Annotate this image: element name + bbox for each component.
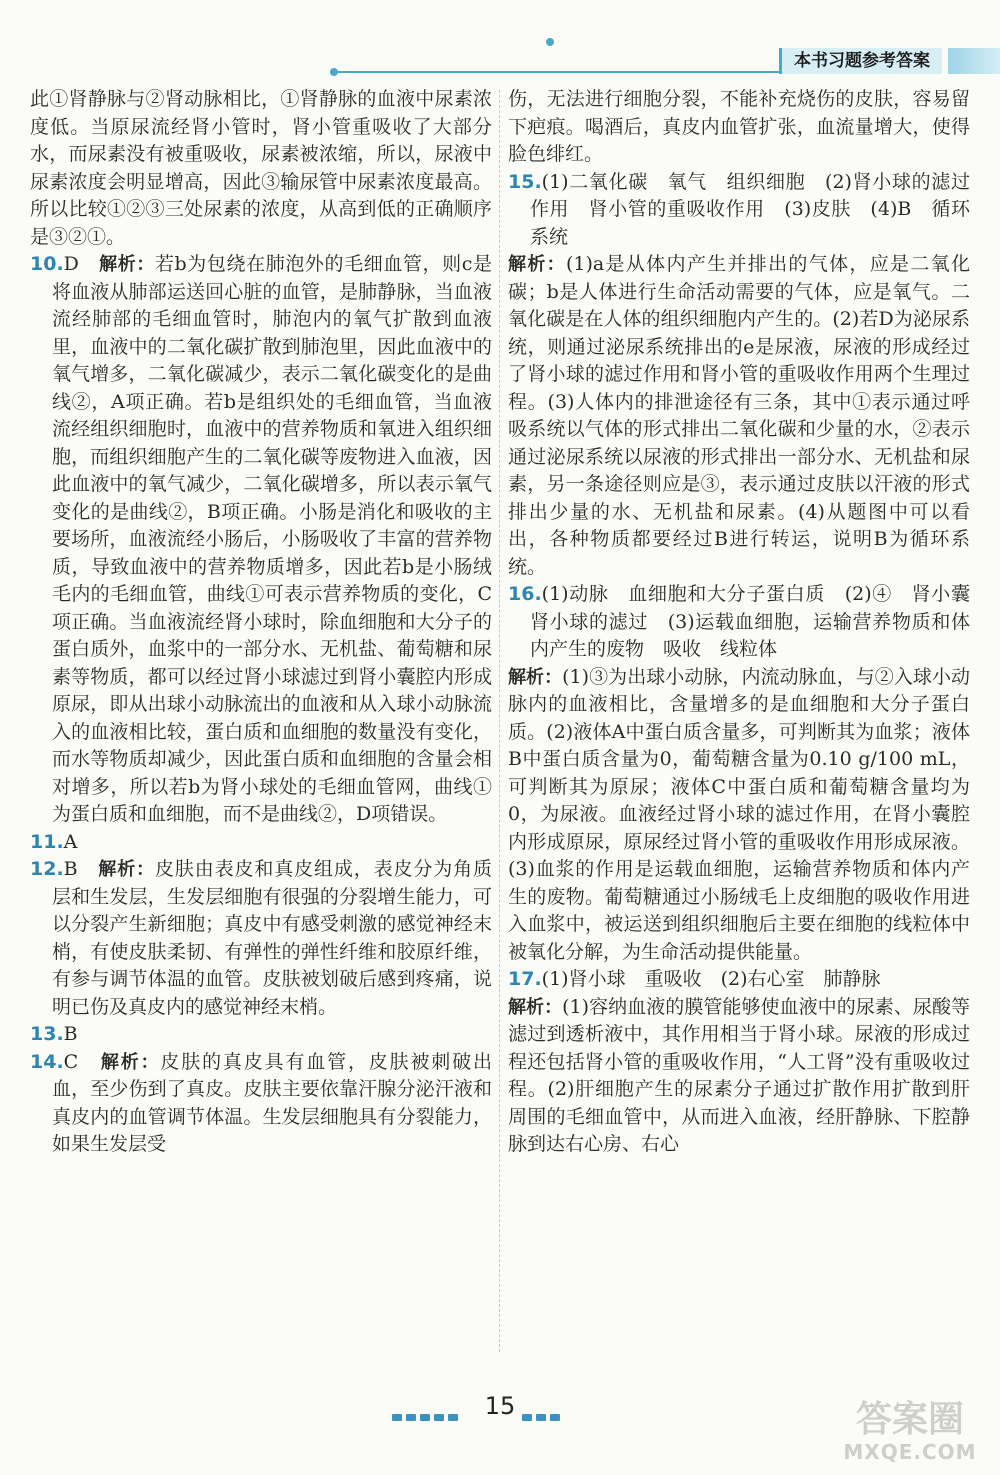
answer: B	[63, 858, 78, 880]
question-17-analysis	[508, 994, 970, 1159]
question-number: 12.	[30, 858, 64, 880]
answer: B	[63, 1023, 78, 1045]
analysis-label: 解析：	[508, 666, 563, 688]
question-15-analysis	[508, 251, 970, 581]
answer: C	[63, 1050, 79, 1073]
question-11	[30, 829, 492, 857]
answer: D	[63, 253, 79, 275]
question-number: 10.	[30, 253, 64, 275]
header-rule	[330, 71, 790, 73]
question-16-analysis	[508, 664, 970, 967]
question-12	[30, 856, 492, 1021]
analysis-label: 解析：	[100, 1051, 161, 1073]
question-16	[508, 581, 990, 664]
watermark-logo-text: 答案圈	[855, 1399, 964, 1440]
question-number: 13.	[30, 1023, 64, 1045]
answer: A	[63, 830, 78, 853]
question-17	[508, 966, 970, 994]
question-number: 17.	[508, 968, 542, 990]
analysis-label: 解析：	[508, 254, 566, 275]
footer-decoration-right	[522, 1406, 564, 1414]
right-column	[508, 86, 990, 1159]
watermark-url: MXQE.COM	[843, 1440, 977, 1464]
analysis-text: 皮肤的真皮具有血管，皮肤被刺破出血，至少伤到了真皮。皮肤主要依靠汗腺分泌汗液和真皮内的血管调节体温。生发层细胞具有分裂能力，如果生发层受	[52, 1050, 492, 1155]
answer: (1)肾小球 重吸收 (2)右心室 肺静脉	[541, 968, 881, 990]
page-header	[330, 38, 1000, 72]
analysis-text: 若b为包绕在肺泡外的毛细血管，则c是将血液从肺部运送回心脏的血管，是肺静脉，当血液流经肺部的毛细血管时，肺泡内的氧气扩散到血液里，血液中的二氧化碳扩散到肺泡里，因此血液中的氧气增多，二氧化碳减少，表示二氧化碳变化的是曲线②，A项正确。若b是组织处的毛细血管，当血液流经组织细胞时，血液中的营养物质和氧进入组织细胞，而组织细胞产生的二氧化碳等废物进入血液，因此血液中的氧气减少，二氧化碳增多，所以表示氧气变化的是曲线②，B项正确。小肠是消化和吸收的主要场所，血液流经小肠后，小肠吸收了丰富的营养物质，导致血液中的营养物质增多，因此若b是小肠绒毛内的毛细血管，曲线①可表示营养物质的变化，C项正确。当血液流经肾小球时，除血细胞和大分子的蛋白质外，血浆中的一部分水、无机盐、葡萄糖和尿素等物质，都可以经过肾小球滤过到肾小囊腔内形成原尿，即从出球小动脉流出的血液和从入球小动脉流入的血液相比较，蛋白质和血细胞的数量没有变化，而水等物质却减少，因此蛋白质和血细胞的含量会相对增多，所以若b为肾小球处的毛细血管网，曲线①为蛋白质和血细胞，而不是曲线②，D项错误。	[52, 253, 492, 825]
analysis-text: 皮肤由表皮和真皮组成，表皮分为角质层和生发层，生发层细胞有很强的分裂增生能力，可以分裂产生新细胞；真皮中有感受刺激的感觉神经末梢，有使皮肤柔韧、有弹性的弹性纤维和胶原纤维，有参与调节体温的血管。皮肤被划破后感到疼痛，说明已伤及真皮内的感觉神经末梢。	[52, 858, 492, 1018]
watermark	[835, 1400, 985, 1470]
question-10	[30, 251, 492, 829]
header-tab	[948, 48, 1000, 74]
question-15	[508, 169, 970, 252]
analysis-label: 解析：	[508, 996, 563, 1018]
question-14	[30, 1049, 492, 1159]
analysis-text: (1)a是从体内产生并排出的气体，应是二氧化碳；b是人体进行生命活动需要的气体，应是氧气。二氧化碳是在人体的组织细胞内产生的。(2)若D为泌尿系统，则通过泌尿系统排出的e是尿液，尿液的形成经过了肾小球的滤过作用和肾小管的重吸收作用两个生理过程。(3)人体内的排泄途径有三条，其中①表示通过呼吸系统以气体的形式排出二氧化碳和少量的水，②表示通过泌尿系统以尿液的形式排出一部分水、无机盐和尿素，另一条途径则应是③，表示通过皮肤以汗液的形式排出少量的水、无机盐和尿素。(4)从题图中可以看出，各种物质都要经过B进行转运，说明B为循环系统。	[508, 253, 970, 578]
left-column	[30, 86, 492, 1159]
analysis-text: (1)容纳血液的膜管能够使血液中的尿素、尿酸等滤过到透析液中，其作用相当于肾小球。尿液的形成过程还包括肾小管的重吸收作用，“人工肾”没有重吸收过程。(2)肝细胞产生的尿素分子通过扩散作用扩散到肝周围的毛细血管中，从而进入血液，经肝静脉、下腔静脉到达右心房、右心	[508, 995, 970, 1155]
question-number: 11.	[30, 830, 64, 853]
question-number: 16.	[508, 583, 542, 605]
header-dot-top	[546, 38, 554, 46]
left-intro-text: 此①肾静脉与②肾动脉相比，①肾静脉的血液中尿素浓度低。当原尿流经肾小管时，肾小管重吸收了大部分水，而尿素没有被重吸收，尿素被浓缩，所以，尿液中尿素浓度会明显增高，因此③输尿管中尿素浓度最高。所以比较①②③三处尿素的浓度，从高到低的正确顺序是③②①。	[30, 88, 492, 248]
question-number: 15.	[508, 170, 542, 193]
analysis-label: 解析：	[98, 859, 156, 880]
analysis-text: (1)③为出球小动脉，内流动脉血，与②入球小动脉内的血液相比，含量增多的是血细胞和大分子蛋白质。(2)液体A中蛋白质含量多，可判断其为血浆；液体B中蛋白质含量为0，葡萄糖含量为0.10 g/100 mL，可判断其为原尿；液体C中蛋白质和葡萄糖含量均为0，为尿液。血液经过肾小球的滤过作用，在肾小囊腔内形成原尿，原尿经过肾小管的重吸收作用形成尿液。(3)血浆的作用是运载血细胞，运输营养物质和体内产生的废物。葡萄糖通过小肠绒毛上皮细胞的吸收作用进入血浆中，被运送到组织细胞后主要在细胞的线粒体中被氧化分解，为生命活动提供能量。	[508, 665, 970, 963]
header-dot-left	[330, 68, 338, 76]
footer-decoration-left	[392, 1406, 462, 1414]
column-divider	[499, 90, 501, 1352]
header-title: 本书习题参考答案	[779, 48, 942, 74]
analysis-label: 解析：	[99, 254, 155, 275]
page-number: 15	[484, 1392, 516, 1420]
question-number: 14.	[30, 1050, 64, 1073]
answer: (1)动脉 血细胞和大分子蛋白质 (2)④ 肾小囊 肾小球的滤过 (3)运载血细胞，运输营养物质和体内产生的废物 吸收 线粒体	[530, 583, 990, 660]
answer: (1)二氧化碳 氧气 组织细胞 (2)肾小球的滤过作用 肾小管的重吸收作用 (3)皮肤 (4)B 循环系统	[530, 170, 970, 248]
right-intro-text: 伤，无法进行细胞分裂，不能补充烧伤的皮肤，容易留下疤痕。喝酒后，真皮内血管扩张，血流量增大，使得脸色绯红。	[508, 88, 970, 165]
question-13	[30, 1021, 492, 1049]
